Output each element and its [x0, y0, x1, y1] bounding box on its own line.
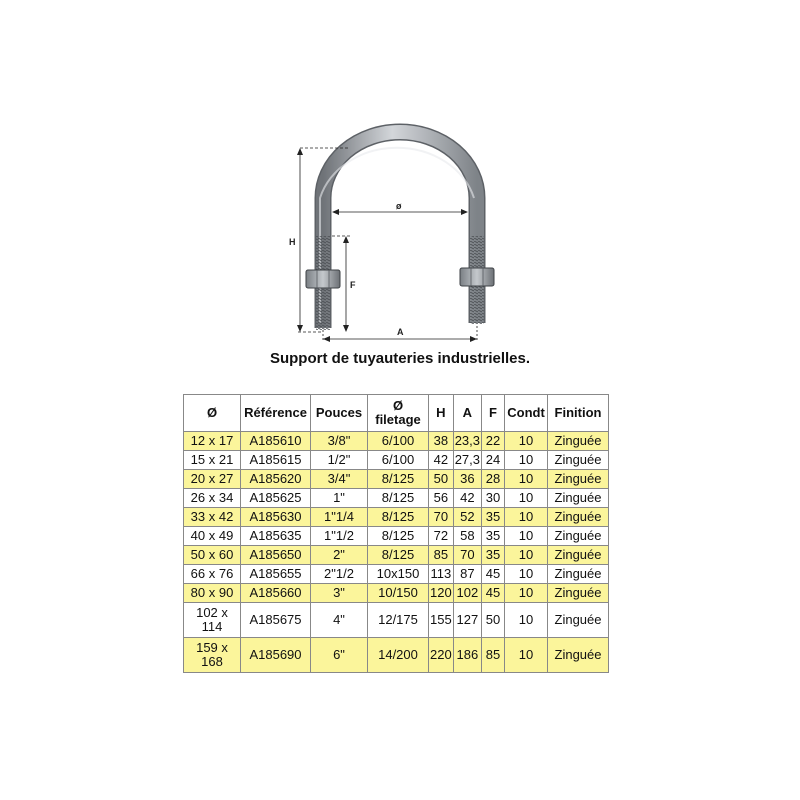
- header-f: F: [482, 395, 505, 432]
- cell-f: 24: [482, 451, 505, 470]
- spec-table-body: [184, 432, 609, 673]
- cell-a: 186: [453, 638, 481, 673]
- cell-packaging: 10: [505, 527, 548, 546]
- cell-finish: Zinguée: [548, 489, 609, 508]
- table-row: [184, 451, 609, 470]
- cell-diameter: 20 x 27: [184, 470, 241, 489]
- cell-finish: Zinguée: [548, 470, 609, 489]
- right-nut: [460, 268, 494, 286]
- cell-inches: 4": [311, 603, 368, 638]
- table-row: [184, 489, 609, 508]
- cell-a: 23,3: [453, 432, 481, 451]
- cell-inches: 1/2": [311, 451, 368, 470]
- cell-diameter: 12 x 17: [184, 432, 241, 451]
- cell-f: 28: [482, 470, 505, 489]
- cell-diameter: 15 x 21: [184, 451, 241, 470]
- cell-reference: A185610: [241, 432, 311, 451]
- cell-reference: A185625: [241, 489, 311, 508]
- table-row: [184, 638, 609, 673]
- cell-diameter: 33 x 42: [184, 508, 241, 527]
- cell-h: 50: [429, 470, 454, 489]
- cell-diameter: 80 x 90: [184, 584, 241, 603]
- cell-finish: Zinguée: [548, 546, 609, 565]
- cell-reference: A185675: [241, 603, 311, 638]
- label-a: A: [397, 327, 404, 337]
- cell-reference: A185630: [241, 508, 311, 527]
- cell-thread-diameter: 8/125: [368, 470, 429, 489]
- u-bolt-diagram: [270, 118, 530, 348]
- cell-thread-diameter: 6/100: [368, 451, 429, 470]
- header-a: A: [453, 395, 481, 432]
- cell-inches: 3/8": [311, 432, 368, 451]
- cell-packaging: 10: [505, 584, 548, 603]
- cell-f: 22: [482, 432, 505, 451]
- cell-a: 87: [453, 565, 481, 584]
- table-row: [184, 584, 609, 603]
- cell-packaging: 10: [505, 432, 548, 451]
- cell-h: 120: [429, 584, 454, 603]
- cell-finish: Zinguée: [548, 565, 609, 584]
- table-row: [184, 546, 609, 565]
- cell-thread-diameter: 14/200: [368, 638, 429, 673]
- cell-a: 52: [453, 508, 481, 527]
- label-diameter: ø: [396, 201, 402, 211]
- cell-diameter: 40 x 49: [184, 527, 241, 546]
- cell-thread-diameter: 6/100: [368, 432, 429, 451]
- table-row: [184, 565, 609, 584]
- cell-finish: Zinguée: [548, 432, 609, 451]
- cell-f: 50: [482, 603, 505, 638]
- cell-finish: Zinguée: [548, 638, 609, 673]
- cell-a: 42: [453, 489, 481, 508]
- cell-inches: 6": [311, 638, 368, 673]
- cell-h: 38: [429, 432, 454, 451]
- cell-diameter: 26 x 34: [184, 489, 241, 508]
- cell-reference: A185655: [241, 565, 311, 584]
- cell-packaging: 10: [505, 451, 548, 470]
- cell-thread-diameter: 8/125: [368, 527, 429, 546]
- cell-reference: A185620: [241, 470, 311, 489]
- header-thread-diameter: Ø filetage: [368, 395, 429, 432]
- cell-f: 30: [482, 489, 505, 508]
- cell-inches: 2": [311, 546, 368, 565]
- cell-f: 35: [482, 508, 505, 527]
- table-row: [184, 527, 609, 546]
- spec-table: [183, 394, 609, 673]
- table-row: [184, 432, 609, 451]
- table-row: [184, 470, 609, 489]
- cell-h: 155: [429, 603, 454, 638]
- cell-thread-diameter: 12/175: [368, 603, 429, 638]
- cell-inches: 1"1/4: [311, 508, 368, 527]
- label-h: H: [289, 237, 296, 247]
- cell-packaging: 10: [505, 638, 548, 673]
- cell-f: 35: [482, 546, 505, 565]
- cell-packaging: 10: [505, 489, 548, 508]
- table-row: [184, 508, 609, 527]
- label-f: F: [350, 280, 356, 290]
- header-inches: Pouces: [311, 395, 368, 432]
- cell-reference: A185635: [241, 527, 311, 546]
- cell-a: 102: [453, 584, 481, 603]
- cell-inches: 1"1/2: [311, 527, 368, 546]
- cell-a: 27,3: [453, 451, 481, 470]
- table-row: [184, 603, 609, 638]
- cell-reference: A185690: [241, 638, 311, 673]
- cell-inches: 1": [311, 489, 368, 508]
- cell-h: 72: [429, 527, 454, 546]
- cell-reference: A185650: [241, 546, 311, 565]
- cell-f: 45: [482, 565, 505, 584]
- cell-inches: 3/4": [311, 470, 368, 489]
- cell-a: 70: [453, 546, 481, 565]
- cell-a: 58: [453, 527, 481, 546]
- cell-h: 220: [429, 638, 454, 673]
- cell-finish: Zinguée: [548, 603, 609, 638]
- cell-diameter: 159 x 168: [184, 638, 241, 673]
- cell-thread-diameter: 10/150: [368, 584, 429, 603]
- cell-finish: Zinguée: [548, 527, 609, 546]
- cell-reference: A185615: [241, 451, 311, 470]
- cell-h: 42: [429, 451, 454, 470]
- cell-h: 113: [429, 565, 454, 584]
- cell-reference: A185660: [241, 584, 311, 603]
- cell-f: 45: [482, 584, 505, 603]
- cell-thread-diameter: 8/125: [368, 546, 429, 565]
- left-nut: [306, 270, 340, 288]
- cell-inches: 3": [311, 584, 368, 603]
- cell-f: 85: [482, 638, 505, 673]
- cell-packaging: 10: [505, 470, 548, 489]
- cell-h: 85: [429, 546, 454, 565]
- cell-diameter: 102 x 114: [184, 603, 241, 638]
- table-header-row: [184, 395, 609, 432]
- cell-diameter: 50 x 60: [184, 546, 241, 565]
- cell-finish: Zinguée: [548, 451, 609, 470]
- cell-packaging: 10: [505, 565, 548, 584]
- cell-a: 36: [453, 470, 481, 489]
- cell-inches: 2"1/2: [311, 565, 368, 584]
- header-diameter: Ø: [184, 395, 241, 432]
- cell-packaging: 10: [505, 546, 548, 565]
- cell-packaging: 10: [505, 603, 548, 638]
- header-finish: Finition: [548, 395, 609, 432]
- header-reference: Référence: [241, 395, 311, 432]
- cell-finish: Zinguée: [548, 584, 609, 603]
- cell-packaging: 10: [505, 508, 548, 527]
- header-packaging: Condt: [505, 395, 548, 432]
- cell-a: 127: [453, 603, 481, 638]
- header-h: H: [429, 395, 454, 432]
- cell-thread-diameter: 8/125: [368, 508, 429, 527]
- cell-h: 56: [429, 489, 454, 508]
- cell-thread-diameter: 8/125: [368, 489, 429, 508]
- cell-finish: Zinguée: [548, 508, 609, 527]
- cell-thread-diameter: 10x150: [368, 565, 429, 584]
- figure-caption: Support de tuyauteries industrielles.: [269, 350, 531, 367]
- cell-f: 35: [482, 527, 505, 546]
- cell-diameter: 66 x 76: [184, 565, 241, 584]
- cell-h: 70: [429, 508, 454, 527]
